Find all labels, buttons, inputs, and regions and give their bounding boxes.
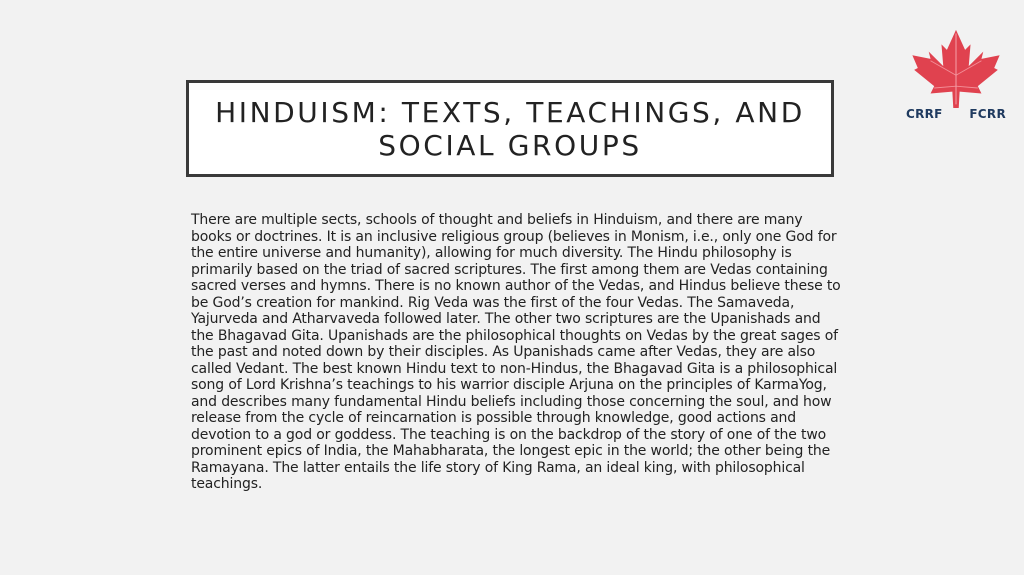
logo-text-fcrr: FCRR	[969, 107, 1006, 121]
crrf-fcrr-logo	[906, 28, 1006, 128]
maple-leaf-icon	[910, 28, 1002, 108]
logo-text-crrf: CRRF	[906, 107, 943, 121]
title-box	[186, 80, 834, 177]
slide-title: HINDUISM: TEXTS, TEACHINGS, AND SOCIAL GROUPS	[215, 95, 805, 162]
slide-body-text: There are multiple sects, schools of thought and beliefs in Hinduism, and there are many books or doctrines. It is an inclusive religious group (believes in Monism, i.e., only one God for the entire universe and humanity), allowing for much diversity. The Hindu philosophy is primarily based on the triad of sacred scriptures. The first among them are Vedas containing sacred verses and hymns. There is no known author of the Vedas, and Hindus believe these to be God’s creation for mankind. Rig Veda was the first of the four Vedas. The Samaveda, Yajurveda and Atharvaveda followed later. The other two scriptures are the Upanishads and the Bhagavad Gita. Upanishads are the philosophical thoughts on Vedas by the great sages of the past and noted down by their disciples. As Upanishads came after Vedas, they are also called Vedant. The best known Hindu text to non-Hindus, the Bhagavad Gita is a philosophical song of Lord Krishna’s teachings to his warrior disciple Arjuna on the principles of KarmaYog, and describes many fundamental Hindu beliefs including those concerning the soul, and how release from the cycle of reincarnation is possible through knowledge, good actions and devotion to a god or goddess. The teaching is on the backdrop of the story of one of the two prominent epics of India, the Mahabharata, the longest epic in the world; the other being the Ramayana. The latter entails the life story of King Rama, an ideal king, with philosophical teachings.	[191, 212, 841, 492]
logo-wordmark	[906, 107, 1006, 121]
